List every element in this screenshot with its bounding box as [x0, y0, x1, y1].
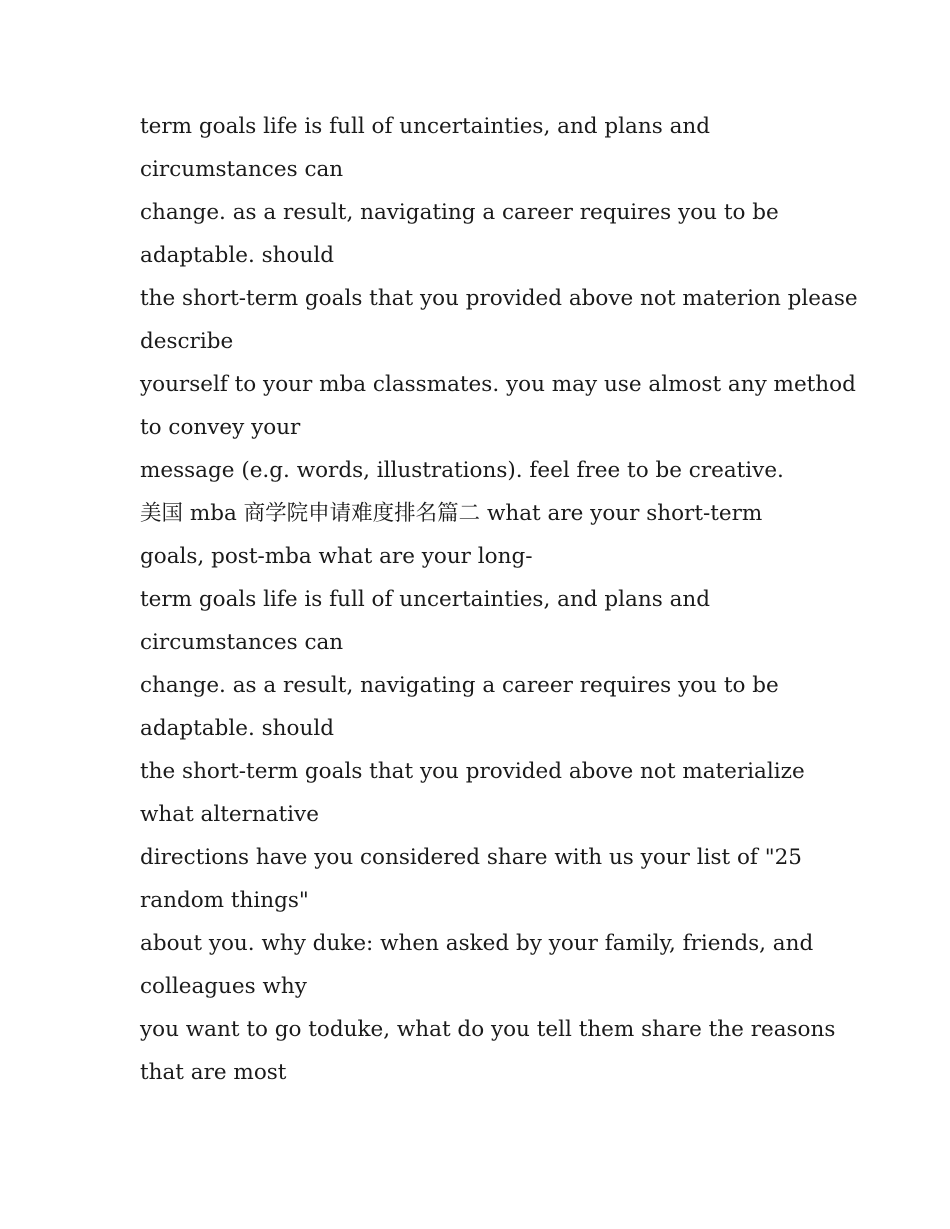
paragraph [140, 578, 820, 664]
text-line: 美国 mba 商学院申请难度排名篇二 what are your short-term [140, 501, 763, 526]
text-line: about you. why duke: when asked by your family, friends, and [140, 931, 814, 956]
text-line: what alternative [140, 802, 319, 827]
paragraph [140, 363, 856, 449]
paragraph [140, 277, 858, 363]
text-line: term goals life is full of uncertainties, and plans and [140, 114, 710, 139]
text-line: random things" [140, 888, 309, 913]
paragraph [140, 449, 820, 492]
text-line: change. as a result, navigating a career requires you to be [140, 200, 779, 225]
paragraph [140, 664, 820, 750]
text-line: directions have you considered share with us your list of "25 [140, 845, 802, 870]
paragraph [140, 1008, 836, 1094]
paragraph [140, 836, 820, 922]
text-line: adaptable. should [140, 716, 334, 741]
text-line: the short-term goals that you provided above not materion please [140, 286, 858, 311]
text-line: to convey your [140, 415, 301, 440]
text-line: you want to go toduke, what do you tell them share the reasons [140, 1017, 836, 1042]
paragraph [140, 750, 820, 836]
text-line: colleagues why [140, 974, 307, 999]
text-line: message (e.g. words, illustrations). feel free to be creative. [140, 458, 784, 483]
text-line: change. as a result, navigating a career requires you to be [140, 673, 779, 698]
text-line: term goals life is full of uncertainties, and plans and [140, 587, 710, 612]
paragraph [140, 191, 820, 277]
text-line: that are most [140, 1060, 287, 1085]
section-heading-paragraph [140, 492, 820, 578]
paragraph [140, 105, 820, 191]
text-line: the short-term goals that you provided above not materialize [140, 759, 805, 784]
text-line: circumstances can [140, 630, 344, 655]
text-line: circumstances can [140, 157, 344, 182]
text-line: describe [140, 329, 234, 354]
text-line: adaptable. should [140, 243, 334, 268]
text-line: goals, post-mba what are your long- [140, 544, 533, 569]
paragraph [140, 922, 820, 1008]
document-body [140, 105, 858, 1094]
text-line: yourself to your mba classmates. you may use almost any method [140, 372, 856, 397]
